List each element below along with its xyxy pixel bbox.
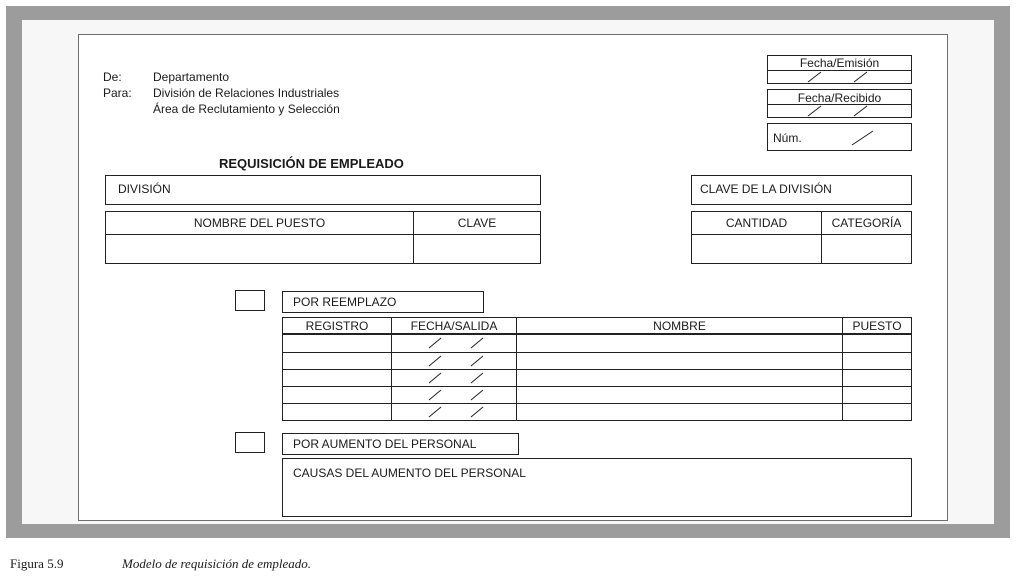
- num-label: Núm.: [773, 131, 802, 145]
- outer-frame: [6, 6, 1010, 538]
- categoria-header: CATEGORÍA: [831, 216, 902, 230]
- de-value: Departamento: [153, 70, 230, 84]
- puesto-table: [105, 211, 541, 264]
- reemplazo-rows[interactable]: [283, 335, 911, 420]
- fecha-emision-box[interactable]: [767, 55, 912, 84]
- requisition-form: [78, 34, 948, 521]
- para-line-2: Área de Reclutamiento y Selección: [153, 102, 340, 116]
- de-label: De:: [103, 70, 122, 84]
- puesto-header: PUESTO: [852, 319, 902, 333]
- por-reemplazo-checkbox[interactable]: [235, 290, 265, 311]
- para-label: Para:: [103, 86, 132, 100]
- clave-input[interactable]: [414, 235, 540, 263]
- date-separator-slash: [808, 105, 822, 117]
- num-slash: [852, 130, 874, 146]
- clave-division-label: CLAVE DE LA DIVISIÓN: [700, 182, 832, 196]
- por-reemplazo-label: POR REEMPLAZO: [293, 295, 397, 309]
- nombre-puesto-input[interactable]: [106, 235, 413, 263]
- para-line-1: División de Relaciones Industriales: [153, 86, 340, 100]
- clave-header: CLAVE: [457, 216, 497, 230]
- figure-caption: Modelo de requisición de empleado.: [122, 556, 312, 571]
- por-aumento-label-box: [282, 433, 519, 455]
- division-label: DIVISIÓN: [118, 182, 171, 196]
- nombre-puesto-header: NOMBRE DEL PUESTO: [193, 216, 326, 230]
- date-separator-slash: [854, 71, 868, 83]
- division-field[interactable]: [105, 175, 541, 205]
- fecha-recibido-label: Fecha/Recibido: [797, 91, 882, 105]
- nombre-header: NOMBRE: [653, 319, 706, 333]
- registro-header: REGISTRO: [305, 319, 369, 333]
- num-box[interactable]: [767, 123, 912, 151]
- cantidad-header: CANTIDAD: [725, 216, 788, 230]
- fecha-salida-header: FECHA/SALIDA: [410, 319, 498, 333]
- por-reemplazo-label-box: [282, 291, 484, 313]
- cantidad-input[interactable]: [692, 235, 821, 263]
- date-separator-slash: [808, 71, 822, 83]
- date-separator-slash: [854, 105, 868, 117]
- cantidad-table: [691, 211, 912, 264]
- inner-frame: [22, 20, 994, 524]
- fecha-recibido-box[interactable]: [767, 89, 912, 118]
- clave-division-field[interactable]: [691, 175, 912, 205]
- causas-label: CAUSAS DEL AUMENTO DEL PERSONAL: [293, 466, 526, 480]
- figure-number: Figura 5.9: [10, 556, 64, 571]
- por-aumento-label: POR AUMENTO DEL PERSONAL: [293, 437, 477, 451]
- reemplazo-table: [282, 317, 912, 421]
- form-title: REQUISICIÓN DE EMPLEADO: [219, 156, 404, 171]
- por-aumento-checkbox[interactable]: [235, 432, 265, 453]
- fecha-emision-label: Fecha/Emisión: [799, 56, 880, 70]
- causas-field[interactable]: [282, 458, 912, 517]
- categoria-input[interactable]: [822, 235, 911, 263]
